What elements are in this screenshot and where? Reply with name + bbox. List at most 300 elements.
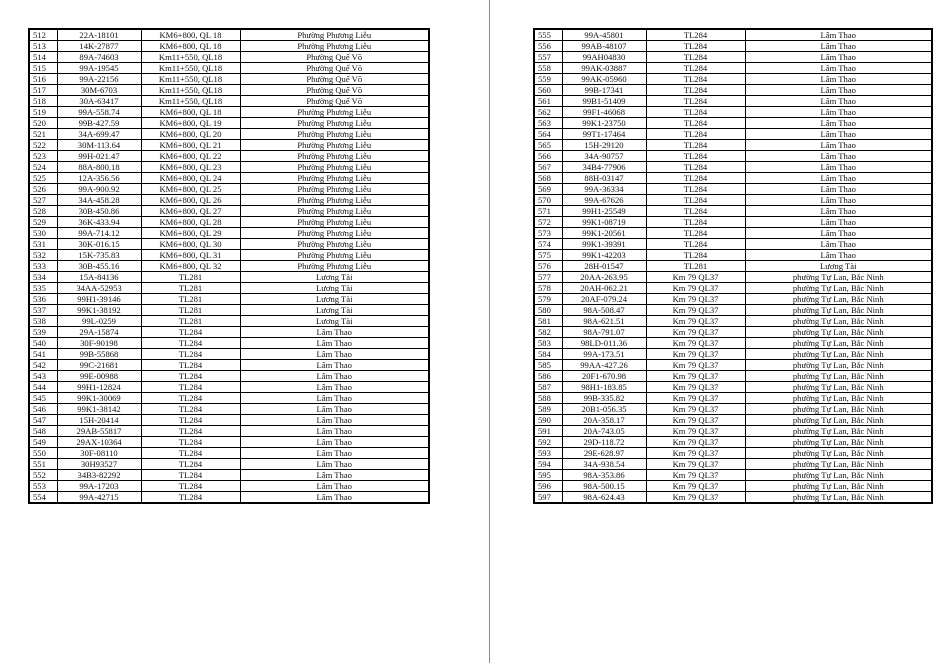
table-row: [29, 118, 429, 129]
table-row: [29, 492, 429, 504]
location-cell: KM6+800, QL 24: [141, 173, 240, 184]
plate-number-cell: 99A-558.74: [57, 107, 141, 118]
row-number-cell: 579: [534, 294, 562, 305]
location-cell: TL284: [646, 118, 745, 129]
row-number-cell: 522: [29, 140, 57, 151]
plate-number-cell: 34A-938.54: [562, 459, 646, 470]
ward-cell: Lâm Thao: [745, 29, 932, 41]
plate-number-cell: 20A-358.17: [562, 415, 646, 426]
ward-cell: Phường Phương Liễu: [240, 41, 429, 52]
location-cell: TL284: [141, 426, 240, 437]
plate-number-cell: 98H1-183.85: [562, 382, 646, 393]
table-row: [29, 228, 429, 239]
ward-cell: Phường Quế Võ: [240, 96, 429, 107]
location-cell: TL284: [646, 107, 745, 118]
plate-number-cell: 99AB-48107: [562, 41, 646, 52]
plate-number-cell: 99A-22156: [57, 74, 141, 85]
row-number-cell: 597: [534, 492, 562, 504]
plate-number-cell: 20AH-062.21: [562, 283, 646, 294]
plate-number-cell: 34AA-52953: [57, 283, 141, 294]
ward-cell: Lâm Thao: [240, 448, 429, 459]
ward-cell: Lâm Thao: [745, 217, 932, 228]
location-cell: Km 79 QL37: [646, 492, 745, 504]
ward-cell: Lâm Thao: [240, 459, 429, 470]
table-row: [534, 129, 932, 140]
ward-cell: Lâm Thao: [745, 74, 932, 85]
ward-cell: Lâm Thao: [745, 118, 932, 129]
table-row: [29, 448, 429, 459]
location-cell: Km11+550, QL18: [141, 63, 240, 74]
ward-cell: Lương Tài: [240, 294, 429, 305]
table-row: [534, 404, 932, 415]
location-cell: KM6+800, QL 18: [141, 107, 240, 118]
table-row: [29, 360, 429, 371]
location-cell: TL281: [141, 316, 240, 327]
plate-number-cell: 99L-0259: [57, 316, 141, 327]
location-cell: TL284: [646, 74, 745, 85]
table-row: [29, 85, 429, 96]
ward-cell: Phường Quế Võ: [240, 52, 429, 63]
plate-number-cell: 34A-458.28: [57, 195, 141, 206]
location-cell: Km11+550, QL18: [141, 96, 240, 107]
location-cell: KM6+800, QL 31: [141, 250, 240, 261]
table-row: [534, 239, 932, 250]
plate-number-cell: 29A-15874: [57, 327, 141, 338]
row-number-cell: 560: [534, 85, 562, 96]
table-row: [534, 305, 932, 316]
row-number-cell: 562: [534, 107, 562, 118]
row-number-cell: 521: [29, 129, 57, 140]
ward-cell: Phường Quế Võ: [240, 63, 429, 74]
row-number-cell: 514: [29, 52, 57, 63]
location-cell: KM6+800, QL 28: [141, 217, 240, 228]
plate-number-cell: 99B-335.82: [562, 393, 646, 404]
plate-number-cell: 30B-450.86: [57, 206, 141, 217]
location-cell: TL284: [646, 41, 745, 52]
ward-cell: phường Tự Lan, Bắc Ninh: [745, 415, 932, 426]
table-row: [534, 162, 932, 173]
ward-cell: Lâm Thao: [745, 184, 932, 195]
ward-cell: Lâm Thao: [240, 360, 429, 371]
right-violation-table: [533, 28, 933, 504]
table-row: [29, 459, 429, 470]
left-page: [28, 28, 430, 504]
location-cell: Km 79 QL37: [646, 404, 745, 415]
location-cell: TL284: [141, 470, 240, 481]
row-number-cell: 563: [534, 118, 562, 129]
plate-number-cell: 30A-63417: [57, 96, 141, 107]
ward-cell: phường Tự Lan, Bắc Ninh: [745, 448, 932, 459]
table-row: [29, 316, 429, 327]
location-cell: Km 79 QL37: [646, 459, 745, 470]
location-cell: TL284: [141, 415, 240, 426]
table-row: [29, 294, 429, 305]
plate-number-cell: 30B-455.16: [57, 261, 141, 272]
location-cell: Km 79 QL37: [646, 371, 745, 382]
ward-cell: Lâm Thao: [240, 393, 429, 404]
plate-number-cell: 88A-800.18: [57, 162, 141, 173]
plate-number-cell: 99F1-46068: [562, 107, 646, 118]
table-row: [29, 29, 429, 41]
table-row: [534, 107, 932, 118]
row-number-cell: 584: [534, 349, 562, 360]
row-number-cell: 587: [534, 382, 562, 393]
row-number-cell: 518: [29, 96, 57, 107]
ward-cell: Phường Phương Liễu: [240, 184, 429, 195]
ward-cell: Lâm Thao: [745, 129, 932, 140]
location-cell: TL284: [646, 63, 745, 74]
table-row: [29, 206, 429, 217]
row-number-cell: 577: [534, 272, 562, 283]
ward-cell: Phường Phương Liễu: [240, 151, 429, 162]
location-cell: Km 79 QL37: [646, 426, 745, 437]
row-number-cell: 533: [29, 261, 57, 272]
table-row: [29, 349, 429, 360]
table-row: [29, 162, 429, 173]
ward-cell: Lâm Thao: [745, 63, 932, 74]
location-cell: Km11+550, QL18: [141, 85, 240, 96]
table-row: [534, 437, 932, 448]
row-number-cell: 581: [534, 316, 562, 327]
row-number-cell: 529: [29, 217, 57, 228]
table-row: [29, 74, 429, 85]
plate-number-cell: 99H1-39146: [57, 294, 141, 305]
row-number-cell: 568: [534, 173, 562, 184]
location-cell: TL284: [646, 29, 745, 41]
ward-cell: phường Tự Lan, Bắc Ninh: [745, 426, 932, 437]
table-row: [534, 272, 932, 283]
location-cell: TL281: [141, 283, 240, 294]
table-row: [29, 283, 429, 294]
table-row: [534, 283, 932, 294]
location-cell: TL284: [141, 327, 240, 338]
ward-cell: Phường Quế Võ: [240, 74, 429, 85]
plate-number-cell: 98LD-011.36: [562, 338, 646, 349]
table-row: [534, 393, 932, 404]
ward-cell: Phường Phương Liễu: [240, 29, 429, 41]
plate-number-cell: 12A-356.56: [57, 173, 141, 184]
row-number-cell: 557: [534, 52, 562, 63]
location-cell: KM6+800, QL 19: [141, 118, 240, 129]
ward-cell: Lâm Thao: [240, 492, 429, 504]
ward-cell: Lâm Thao: [240, 426, 429, 437]
table-row: [29, 426, 429, 437]
plate-number-cell: 99H-021.47: [57, 151, 141, 162]
plate-number-cell: 29D-118.72: [562, 437, 646, 448]
location-cell: Km 79 QL37: [646, 316, 745, 327]
page-divider: [489, 0, 490, 663]
row-number-cell: 551: [29, 459, 57, 470]
table-row: [534, 261, 932, 272]
row-number-cell: 537: [29, 305, 57, 316]
ward-cell: Phường Phương Liễu: [240, 195, 429, 206]
plate-number-cell: 99K1-42203: [562, 250, 646, 261]
location-cell: Km 79 QL37: [646, 393, 745, 404]
row-number-cell: 570: [534, 195, 562, 206]
location-cell: Km 79 QL37: [646, 437, 745, 448]
table-row: [534, 492, 932, 504]
plate-number-cell: 99E-00988: [57, 371, 141, 382]
row-number-cell: 596: [534, 481, 562, 492]
table-row: [534, 151, 932, 162]
ward-cell: Lâm Thao: [745, 173, 932, 184]
plate-number-cell: 99H1-25549: [562, 206, 646, 217]
location-cell: TL284: [646, 228, 745, 239]
plate-number-cell: 14K-27877: [57, 41, 141, 52]
plate-number-cell: 30M-113.64: [57, 140, 141, 151]
plate-number-cell: 99A-67626: [562, 195, 646, 206]
table-row: [29, 129, 429, 140]
plate-number-cell: 99B1-51409: [562, 96, 646, 107]
plate-number-cell: 34B3-82292: [57, 470, 141, 481]
row-number-cell: 592: [534, 437, 562, 448]
row-number-cell: 561: [534, 96, 562, 107]
row-number-cell: 580: [534, 305, 562, 316]
ward-cell: Lâm Thao: [745, 52, 932, 63]
plate-number-cell: 99AK-05960: [562, 74, 646, 85]
location-cell: TL284: [646, 239, 745, 250]
row-number-cell: 567: [534, 162, 562, 173]
row-number-cell: 574: [534, 239, 562, 250]
table-row: [29, 239, 429, 250]
ward-cell: Lâm Thao: [240, 382, 429, 393]
row-number-cell: 517: [29, 85, 57, 96]
ward-cell: phường Tự Lan, Bắc Ninh: [745, 437, 932, 448]
ward-cell: Lâm Thao: [745, 96, 932, 107]
location-cell: TL284: [646, 96, 745, 107]
ward-cell: phường Tự Lan, Bắc Ninh: [745, 316, 932, 327]
ward-cell: Lâm Thao: [745, 195, 932, 206]
plate-number-cell: 20F1-670.98: [562, 371, 646, 382]
row-number-cell: 569: [534, 184, 562, 195]
row-number-cell: 526: [29, 184, 57, 195]
ward-cell: phường Tự Lan, Bắc Ninh: [745, 382, 932, 393]
row-number-cell: 591: [534, 426, 562, 437]
ward-cell: Phường Phương Liễu: [240, 239, 429, 250]
row-number-cell: 545: [29, 393, 57, 404]
plate-number-cell: 20AA-263.95: [562, 272, 646, 283]
row-number-cell: 538: [29, 316, 57, 327]
table-row: [534, 140, 932, 151]
ward-cell: Lâm Thao: [240, 415, 429, 426]
location-cell: TL284: [141, 404, 240, 415]
location-cell: TL284: [646, 162, 745, 173]
row-number-cell: 513: [29, 41, 57, 52]
table-row: [534, 250, 932, 261]
ward-cell: Lâm Thao: [745, 41, 932, 52]
plate-number-cell: 15A-84136: [57, 272, 141, 283]
plate-number-cell: 34A-699.47: [57, 129, 141, 140]
location-cell: TL284: [646, 151, 745, 162]
row-number-cell: 547: [29, 415, 57, 426]
plate-number-cell: 98A-353.86: [562, 470, 646, 481]
location-cell: TL284: [141, 448, 240, 459]
ward-cell: Lâm Thao: [240, 338, 429, 349]
plate-number-cell: 99AA-427.26: [562, 360, 646, 371]
ward-cell: Lâm Thao: [240, 371, 429, 382]
location-cell: Km 79 QL37: [646, 272, 745, 283]
table-row: [29, 140, 429, 151]
row-number-cell: 566: [534, 151, 562, 162]
location-cell: KM6+800, QL 29: [141, 228, 240, 239]
left-table-body: [29, 29, 429, 503]
location-cell: Km11+550, QL18: [141, 74, 240, 85]
row-number-cell: 565: [534, 140, 562, 151]
location-cell: KM6+800, QL 25: [141, 184, 240, 195]
table-row: [29, 393, 429, 404]
ward-cell: Lâm Thao: [240, 349, 429, 360]
table-row: [534, 74, 932, 85]
ward-cell: Phường Phương Liễu: [240, 140, 429, 151]
location-cell: TL284: [646, 250, 745, 261]
plate-number-cell: 99B-17341: [562, 85, 646, 96]
plate-number-cell: 98A-791.07: [562, 327, 646, 338]
row-number-cell: 586: [534, 371, 562, 382]
row-number-cell: 524: [29, 162, 57, 173]
table-row: [29, 437, 429, 448]
plate-number-cell: 99A-17203: [57, 481, 141, 492]
location-cell: Km 79 QL37: [646, 349, 745, 360]
plate-number-cell: 99A-173.51: [562, 349, 646, 360]
row-number-cell: 582: [534, 327, 562, 338]
plate-number-cell: 30F-08110: [57, 448, 141, 459]
ward-cell: Lâm Thao: [240, 470, 429, 481]
location-cell: KM6+800, QL 22: [141, 151, 240, 162]
row-number-cell: 559: [534, 74, 562, 85]
plate-number-cell: 99A-19545: [57, 63, 141, 74]
location-cell: TL284: [141, 338, 240, 349]
row-number-cell: 578: [534, 283, 562, 294]
ward-cell: Phường Phương Liễu: [240, 217, 429, 228]
row-number-cell: 523: [29, 151, 57, 162]
row-number-cell: 550: [29, 448, 57, 459]
row-number-cell: 576: [534, 261, 562, 272]
table-row: [534, 338, 932, 349]
ward-cell: Lương Tài: [240, 305, 429, 316]
ward-cell: Phường Phương Liễu: [240, 162, 429, 173]
row-number-cell: 555: [534, 29, 562, 41]
plate-number-cell: 99A-45801: [562, 29, 646, 41]
location-cell: Km 79 QL37: [646, 382, 745, 393]
plate-number-cell: 28H-01547: [562, 261, 646, 272]
ward-cell: phường Tự Lan, Bắc Ninh: [745, 492, 932, 504]
table-row: [534, 371, 932, 382]
table-row: [534, 228, 932, 239]
row-number-cell: 544: [29, 382, 57, 393]
table-row: [29, 272, 429, 283]
plate-number-cell: 15H-29120: [562, 140, 646, 151]
location-cell: KM6+800, QL 18: [141, 41, 240, 52]
ward-cell: Lâm Thao: [745, 107, 932, 118]
plate-number-cell: 99K1-39391: [562, 239, 646, 250]
table-row: [534, 173, 932, 184]
row-number-cell: 575: [534, 250, 562, 261]
ward-cell: phường Tự Lan, Bắc Ninh: [745, 327, 932, 338]
table-row: [29, 41, 429, 52]
location-cell: TL284: [646, 129, 745, 140]
plate-number-cell: 99A-36334: [562, 184, 646, 195]
plate-number-cell: 20B1-056.35: [562, 404, 646, 415]
table-row: [29, 107, 429, 118]
table-row: [29, 305, 429, 316]
table-row: [29, 52, 429, 63]
location-cell: TL284: [646, 85, 745, 96]
plate-number-cell: 99T1-17464: [562, 129, 646, 140]
plate-number-cell: 98A-508.47: [562, 305, 646, 316]
ward-cell: phường Tự Lan, Bắc Ninh: [745, 349, 932, 360]
location-cell: TL284: [141, 349, 240, 360]
row-number-cell: 549: [29, 437, 57, 448]
row-number-cell: 571: [534, 206, 562, 217]
location-cell: KM6+800, QL 23: [141, 162, 240, 173]
location-cell: KM6+800, QL 20: [141, 129, 240, 140]
plate-number-cell: 99B-427.59: [57, 118, 141, 129]
row-number-cell: 548: [29, 426, 57, 437]
plate-number-cell: 30F-90198: [57, 338, 141, 349]
plate-number-cell: 29AX-10364: [57, 437, 141, 448]
row-number-cell: 552: [29, 470, 57, 481]
row-number-cell: 585: [534, 360, 562, 371]
table-row: [29, 151, 429, 162]
location-cell: Km 79 QL37: [646, 481, 745, 492]
table-row: [534, 63, 932, 74]
plate-number-cell: 15H-20414: [57, 415, 141, 426]
table-row: [29, 404, 429, 415]
location-cell: TL284: [646, 217, 745, 228]
plate-number-cell: 20AF-079.24: [562, 294, 646, 305]
location-cell: TL284: [141, 492, 240, 504]
location-cell: Km 79 QL37: [646, 327, 745, 338]
row-number-cell: 540: [29, 338, 57, 349]
table-row: [29, 338, 429, 349]
table-row: [29, 415, 429, 426]
plate-number-cell: 15K-735.83: [57, 250, 141, 261]
row-number-cell: 519: [29, 107, 57, 118]
table-row: [29, 63, 429, 74]
row-number-cell: 512: [29, 29, 57, 41]
location-cell: Km 79 QL37: [646, 305, 745, 316]
plate-number-cell: 34A-90757: [562, 151, 646, 162]
plate-number-cell: 99K1-38142: [57, 404, 141, 415]
ward-cell: Lương Tài: [240, 316, 429, 327]
location-cell: KM6+800, QL 26: [141, 195, 240, 206]
plate-number-cell: 88H-03147: [562, 173, 646, 184]
ward-cell: Lâm Thao: [745, 239, 932, 250]
ward-cell: Lâm Thao: [745, 85, 932, 96]
row-number-cell: 515: [29, 63, 57, 74]
right-table-body: [534, 29, 932, 503]
table-row: [534, 360, 932, 371]
location-cell: TL281: [141, 294, 240, 305]
ward-cell: phường Tự Lan, Bắc Ninh: [745, 360, 932, 371]
table-row: [534, 294, 932, 305]
table-row: [534, 426, 932, 437]
location-cell: TL284: [646, 195, 745, 206]
location-cell: TL284: [141, 382, 240, 393]
plate-number-cell: 98A-621.51: [562, 316, 646, 327]
table-row: [29, 382, 429, 393]
location-cell: TL284: [646, 173, 745, 184]
row-number-cell: 546: [29, 404, 57, 415]
row-number-cell: 593: [534, 448, 562, 459]
ward-cell: phường Tự Lan, Bắc Ninh: [745, 272, 932, 283]
plate-number-cell: 99K1-30069: [57, 393, 141, 404]
ward-cell: phường Tự Lan, Bắc Ninh: [745, 338, 932, 349]
table-row: [29, 327, 429, 338]
table-row: [534, 327, 932, 338]
row-number-cell: 525: [29, 173, 57, 184]
ward-cell: phường Tự Lan, Bắc Ninh: [745, 459, 932, 470]
